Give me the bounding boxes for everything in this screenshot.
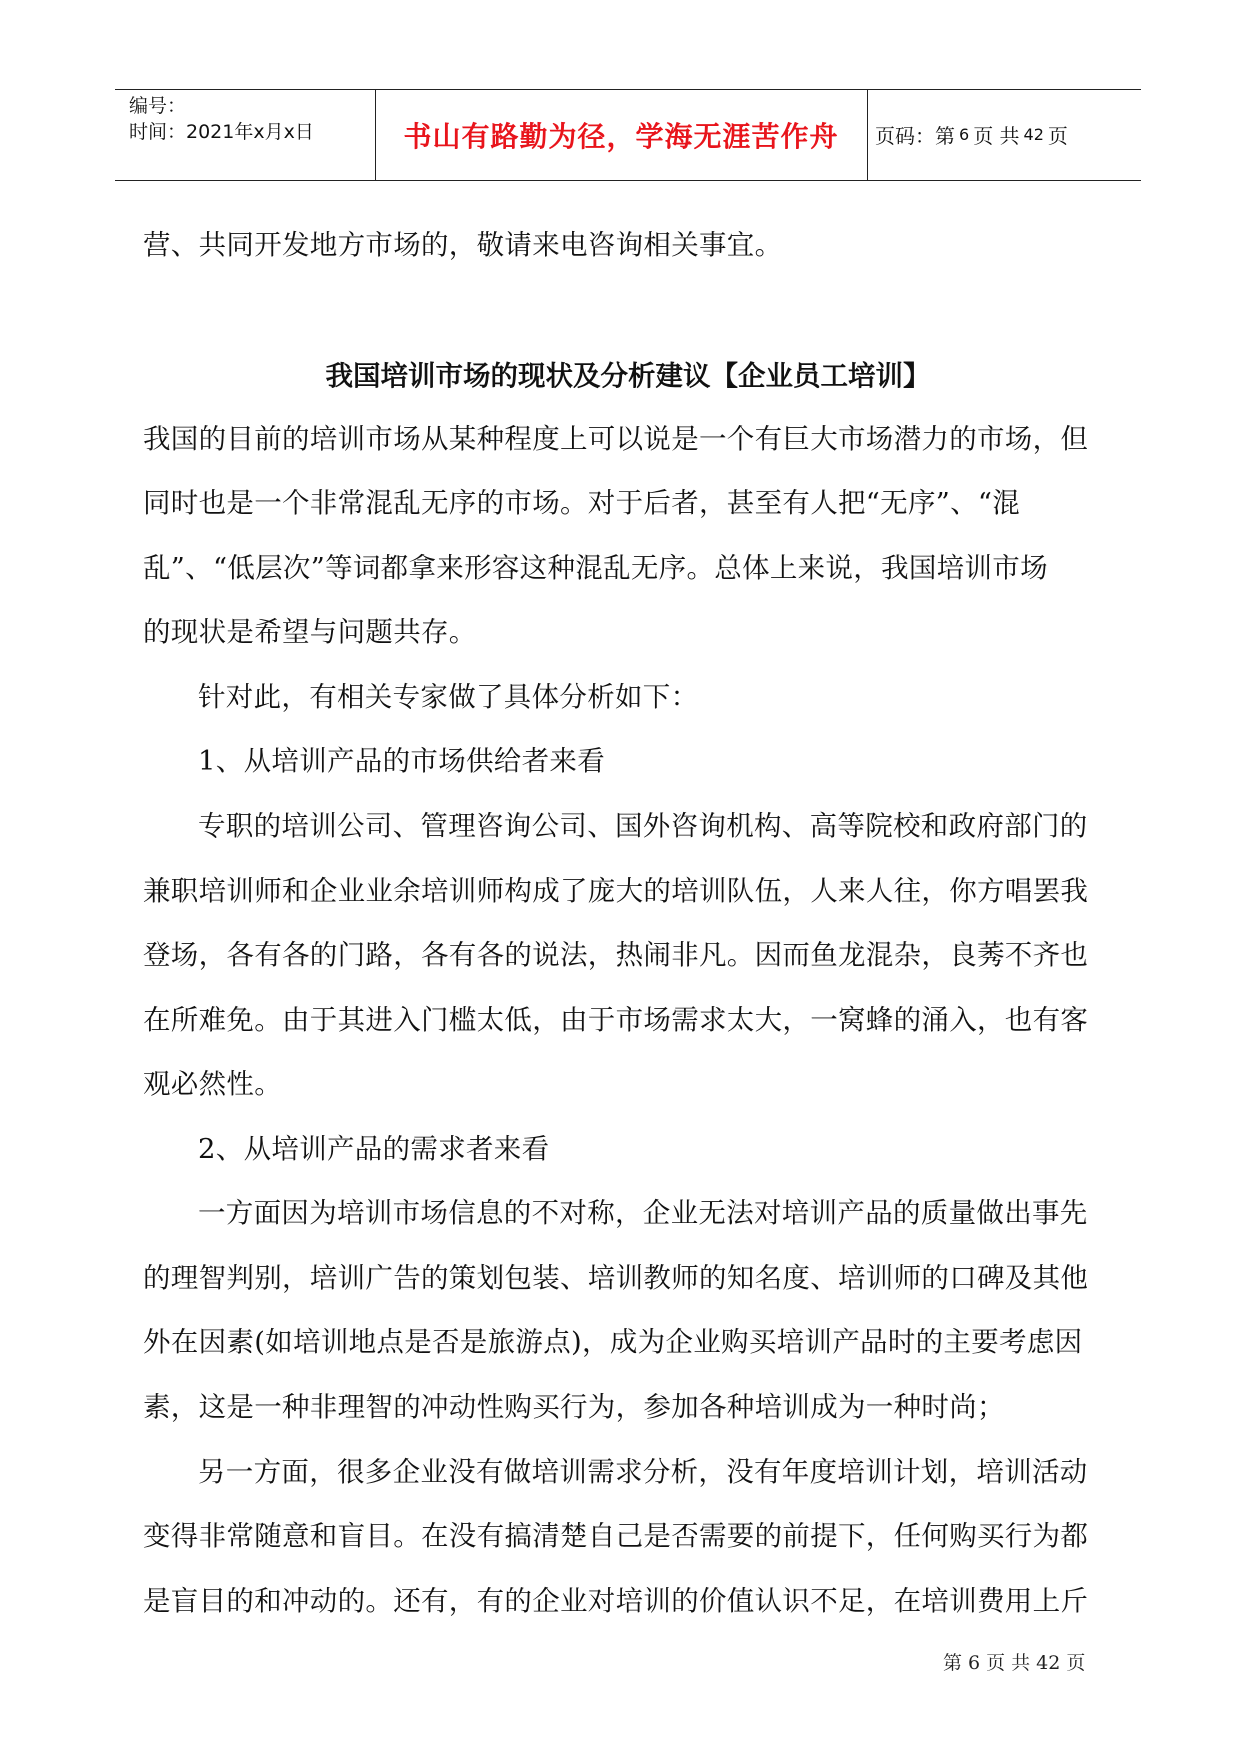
paragraph-line: 同时也是一个非常混乱无序的市场。对于后者，甚至有人把“无序”、“混: [143, 487, 1021, 519]
paragraph-line: 的理智判别，培训广告的策划包装、培训教师的知名度、培训师的口碑及其他: [143, 1262, 1089, 1294]
page-mid: 页 共: [973, 124, 1020, 148]
paragraph-line: 登场，各有各的门路，各有各的说法，热闹非凡。因而鱼龙混杂，良莠不齐也: [143, 939, 1089, 971]
paragraph-line: 我国的目前的培训市场从某种程度上可以说是一个有巨大市场潜力的市场，但: [143, 423, 1089, 455]
intro-line: 营、共同开发地方市场的，敬请来电咨询相关事宜。: [143, 229, 783, 261]
section-heading: 1、从培训产品的市场供给者来看: [198, 745, 605, 777]
page-header: [115, 89, 1141, 181]
footer-current: 6: [968, 1652, 981, 1674]
header-divider-left: [375, 90, 376, 180]
paragraph-line: 观必然性。: [143, 1068, 282, 1100]
document-time-label: 时间：2021年x月x日: [129, 121, 314, 143]
paragraph-line: 是盲目的和冲动的。还有，有的企业对培训的价值认识不足，在培训费用上斤: [143, 1585, 1089, 1617]
paragraph-line: 在所难免。由于其进入门槛太低，由于市场需求太大，一窝蜂的涌入，也有客: [143, 1004, 1089, 1036]
header-page-number: [875, 90, 1135, 179]
paragraph-line: 的现状是希望与问题共存。: [143, 616, 477, 648]
page-total: 42: [1023, 125, 1044, 144]
page-suffix: 页: [1047, 124, 1068, 148]
paragraph-line: 乱”、“低层次”等词都拿来形容这种混乱无序。总体上来说，我国培训市场: [143, 552, 1048, 584]
paragraph-line: 专职的培训公司、管理咨询公司、国外咨询机构、高等院校和政府部门的: [198, 810, 1088, 842]
document-code-label: 编号：: [129, 95, 187, 117]
footer-mid: 页 共: [986, 1652, 1031, 1674]
footer-prefix: 第: [943, 1652, 963, 1674]
paragraph-line: 一方面因为培训市场信息的不对称，企业无法对培训产品的质量做出事先: [198, 1197, 1088, 1229]
footer-total: 42: [1036, 1652, 1061, 1674]
paragraph-line: 兼职培训师和企业业余培训师构成了庞大的培训队伍，人来人往，你方唱罢我: [143, 875, 1089, 907]
paragraph-line: 针对此，有相关专家做了具体分析如下：: [198, 681, 699, 713]
paragraph-line: 外在因素(如培训地点是否是旅游点)，成为企业购买培训产品时的主要考虑因: [143, 1326, 1083, 1358]
header-divider-right: [867, 90, 868, 180]
page-footer: [940, 1648, 1088, 1675]
page-current: 6: [959, 125, 970, 144]
section-heading: 2、从培训产品的需求者来看: [198, 1133, 550, 1165]
page-prefix: 页码：第: [875, 124, 955, 148]
header-meta: [129, 93, 369, 145]
article-title: 我国培训市场的现状及分析建议【企业员工培训】: [325, 360, 931, 392]
paragraph-line: 另一方面，很多企业没有做培训需求分析，没有年度培训计划，培训活动: [198, 1456, 1088, 1488]
footer-suffix: 页: [1066, 1652, 1086, 1674]
paragraph-line: 变得非常随意和盲目。在没有搞清楚自己是否需要的前提下，任何购买行为都: [143, 1520, 1089, 1552]
paragraph-line: 素，这是一种非理智的冲动性购买行为，参加各种培训成为一种时尚；: [143, 1391, 1005, 1423]
header-motto: 书山有路勤为径，学海无涯苦作舟: [403, 119, 839, 153]
